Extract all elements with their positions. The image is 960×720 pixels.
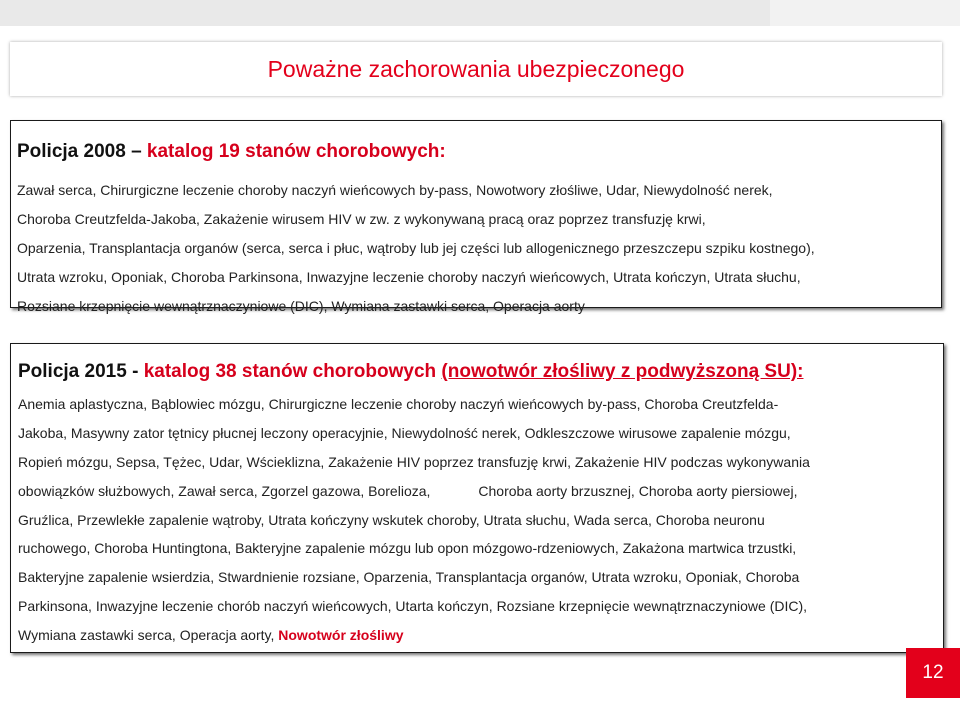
top-decor-strip xyxy=(0,0,960,26)
text-line-part: obowiązków służbowych, Zawał serca, Zgorzel gazowa, Borelioza, xyxy=(18,482,431,499)
text-line: Oparzenia, Transplantacja organów (serca, serca i płuc, wątroby lub jej części lub allogenicznego przeszczepu szpiku kostnego), xyxy=(17,240,815,256)
text-line: Utrata wzroku, Oponiak, Choroba Parkinsona, Inwazyjne leczenie choroby naczyń wieńcowych, Utrata kończyn, Utrata słuchu, xyxy=(17,269,801,285)
top-decor-accent xyxy=(770,0,960,26)
slide-title-box xyxy=(10,42,942,96)
policy-2015-heading-note: (nowotwór złośliwy z podwyższoną SU): xyxy=(441,361,804,382)
text-line-part: Wymiana zastawki serca, Operacja aorty, xyxy=(18,627,279,644)
text-line: Jakoba, Masywny zator tętnicy płucnej leczony operacyjnie, Niewydolność nerek, Odkleszczowe wirusowe zapalenie mózgu, xyxy=(18,424,791,441)
text-line: Anemia aplastyczna, Bąblowiec mózgu, Chirurgiczne leczenie choroby naczyń wieńcowych by-pass, Choroba Creutzfelda- xyxy=(18,396,779,412)
text-line xyxy=(18,621,943,650)
text-line: Gruźlica, Przewlekłe zapalenie wątroby, Utrata kończyny wskutek choroby, Utrata słuchu, Wada serca, Choroba neuronu xyxy=(18,511,765,528)
policy-2008-heading xyxy=(17,141,941,163)
highlighted-condition: Nowotwór złośliwy xyxy=(278,627,404,644)
text-line: Zawał serca, Chirurgiczne leczenie choroby naczyń wieńcowych by-pass, Nowotwory złośliwe, Udar, Niewydolność nerek, xyxy=(17,182,773,198)
policy-2008-heading-label: Policja 2008 – xyxy=(17,141,147,162)
text-line: Rozsiane krzepnięcie wewnątrznaczyniowe (DIC), Wymiana zastawki serca, Operacja aorty xyxy=(17,298,585,314)
text-line: Bakteryjne zapalenie wsierdzia, Stwardnienie rozsiane, Oparzenia, Transplantacja organów, Utrata wzroku, Oponiak, Choroba xyxy=(18,569,800,586)
policy-2015-conditions xyxy=(18,390,943,650)
text-line: ruchowego, Choroba Huntingtona, Bakteryjne zapalenie mózgu lub opon mózgowo-rdzeniowych, Zakażona martwica trzustki, xyxy=(18,540,797,557)
policy-2008-heading-catalog: katalog 19 stanów chorobowych: xyxy=(146,141,446,162)
page-number: 12 xyxy=(922,662,944,683)
page-number-badge xyxy=(906,648,960,698)
policy-2015-heading xyxy=(18,361,943,383)
slide-title: Poważne zachorowania ubezpieczonego xyxy=(267,55,685,82)
text-line: Parkinsona, Inwazyjne leczenie chorób naczyń wieńcowych, Utarta kończyn, Rozsiane krzepnięcie wewnątrznaczyniowe (DIC), xyxy=(18,598,808,615)
policy-2015-panel xyxy=(10,343,944,653)
text-line: Choroba Creutzfelda-Jakoba, Zakażenie wirusem HIV w zw. z wykonywaną pracą oraz poprzez transfuzję krwi, xyxy=(17,211,706,227)
text-line xyxy=(18,477,943,506)
text-line-part: Choroba aorty brzusznej, Choroba aorty piersiowej, xyxy=(478,482,798,499)
policy-2008-conditions xyxy=(17,176,941,321)
policy-2008-panel xyxy=(10,120,942,314)
policy-2015-heading-label: Policja 2015 - xyxy=(18,361,144,382)
text-line: Ropień mózgu, Sepsa, Tężec, Udar, Wścieklizna, Zakażenie HIV poprzez transfuzję krwi, Zakażenie HIV podczas wykonywania xyxy=(18,453,810,470)
policy-2015-heading-catalog: katalog 38 stanów chorobowych xyxy=(143,361,442,382)
